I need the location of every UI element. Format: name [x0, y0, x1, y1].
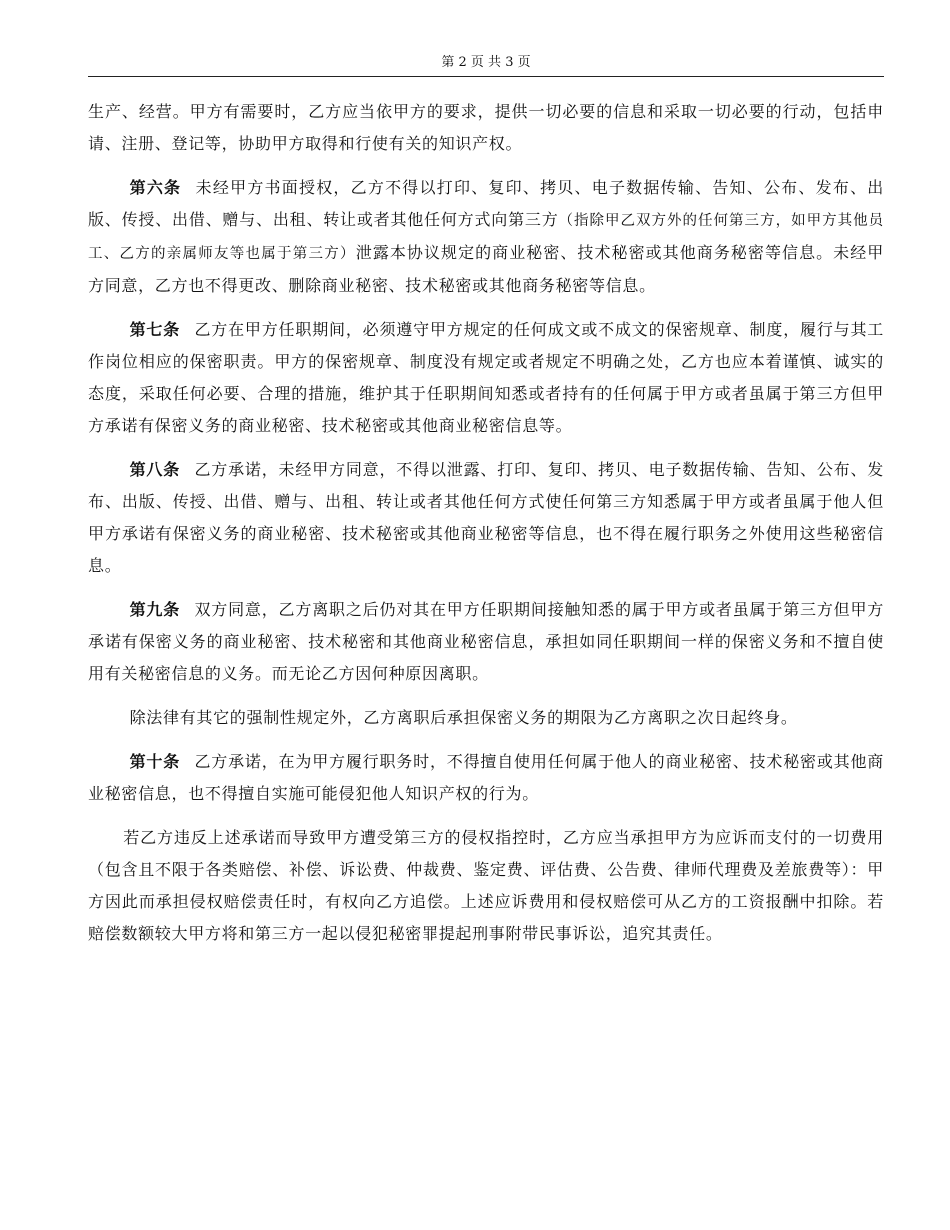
article-9 [88, 594, 884, 690]
article-8-text: 乙方承诺，未经甲方同意，不得以泄露、打印、复印、拷贝、电子数据传输、告知、公布、发布、出版、传授、出借、赠与、出租、转让或者其他任何方式使任何第三方知悉属于甲方或者虽属于他人但甲方承诺有保密义务的商业秘密、技术秘密或其他商业秘密等信息，也不得在履行职务之外使用这些秘密信息。 [88, 460, 884, 575]
article-10-title: 第十条 [129, 752, 181, 771]
article-8 [88, 454, 884, 582]
article-6-title: 第六条 [129, 178, 182, 197]
document-body [88, 96, 884, 962]
article-7-title: 第七条 [129, 320, 181, 339]
article-6 [88, 172, 884, 302]
article-6-text-a: 未经甲方书面授权，乙方不得以打印、复印、拷贝、电子数据传输、告知、公布、发布、出版、传授、出借、赠与、出租、转让或者其他任何方式向第三方 [88, 178, 884, 229]
article-10 [88, 746, 884, 810]
article-7-text: 乙方在甲方任职期间，必须遵守甲方规定的任何成文或不成文的保密规章、制度，履行与其工作岗位相应的保密职责。甲方的保密规章、制度没有规定或者规定不明确之处，乙方也应本着谨慎、诚实的态度，采取任何必要、合理的措施，维护其于任职期间知悉或者持有的任何属于甲方或者虽属于第三方但甲方承诺有保密义务的商业秘密、技术秘密或其他商业秘密信息等。 [88, 320, 884, 435]
article-6-text-note: （指除甲乙双方外的任何第三方，如甲方其他员工、乙方的亲属师友等也属于第三方） [88, 213, 884, 262]
article-9-title: 第九条 [129, 600, 181, 619]
paragraph-continuation: 生产、经营。甲方有需要时，乙方应当依甲方的要求，提供一切必要的信息和采取一切必要的行动，包括申请、注册、登记等，协助甲方取得和行使有关的知识产权。 [88, 102, 884, 153]
article-7 [88, 314, 884, 442]
page-header [88, 0, 884, 77]
article-6-text-c: 泄露本协议规定的商业秘密、技术秘密或其他商务秘密等信息。未经甲方同意，乙方也不得更改、删除商业秘密、技术秘密或其他商务秘密等信息。 [88, 243, 884, 295]
article-9-term: 除法律有其它的强制性规定外，乙方离职后承担保密义务的期限为乙方离职之次日起终身。 [129, 708, 798, 727]
article-9-text: 双方同意，乙方离职之后仍对其在甲方任职期间接触知悉的属于甲方或者虽属于第三方但甲方承诺有保密义务的商业秘密、技术秘密和其他商业秘密信息，承担如同任职期间一样的保密义务和不擅自使用有关秘密信息的义务。而无论乙方因何种原因离职。 [88, 600, 884, 683]
article-8-title: 第八条 [129, 460, 181, 479]
page-number-label: 第 2 页 共 3 页 [441, 55, 531, 70]
article-10-liability: 若乙方违反上述承诺而导致甲方遭受第三方的侵权指控时，乙方应当承担甲方为应诉而支付的一切费用（包含且不限于各类赔偿、补偿、诉讼费、仲裁费、鉴定费、评估费、公告费、律师代理费及差旅费等）：甲方因此而承担侵权赔偿责任时，有权向乙方追偿。上述应诉费用和侵权赔偿可从乙方的工资报酬中扣除。若赔偿数额较大甲方将和第三方一起以侵犯秘密罪提起刑事附带民事诉讼，追究其责任。 [88, 828, 884, 943]
article-10-text: 乙方承诺，在为甲方履行职务时，不得擅自使用任何属于他人的商业秘密、技术秘密或其他商业秘密信息，也不得擅自实施可能侵犯他人知识产权的行为。 [88, 752, 884, 803]
